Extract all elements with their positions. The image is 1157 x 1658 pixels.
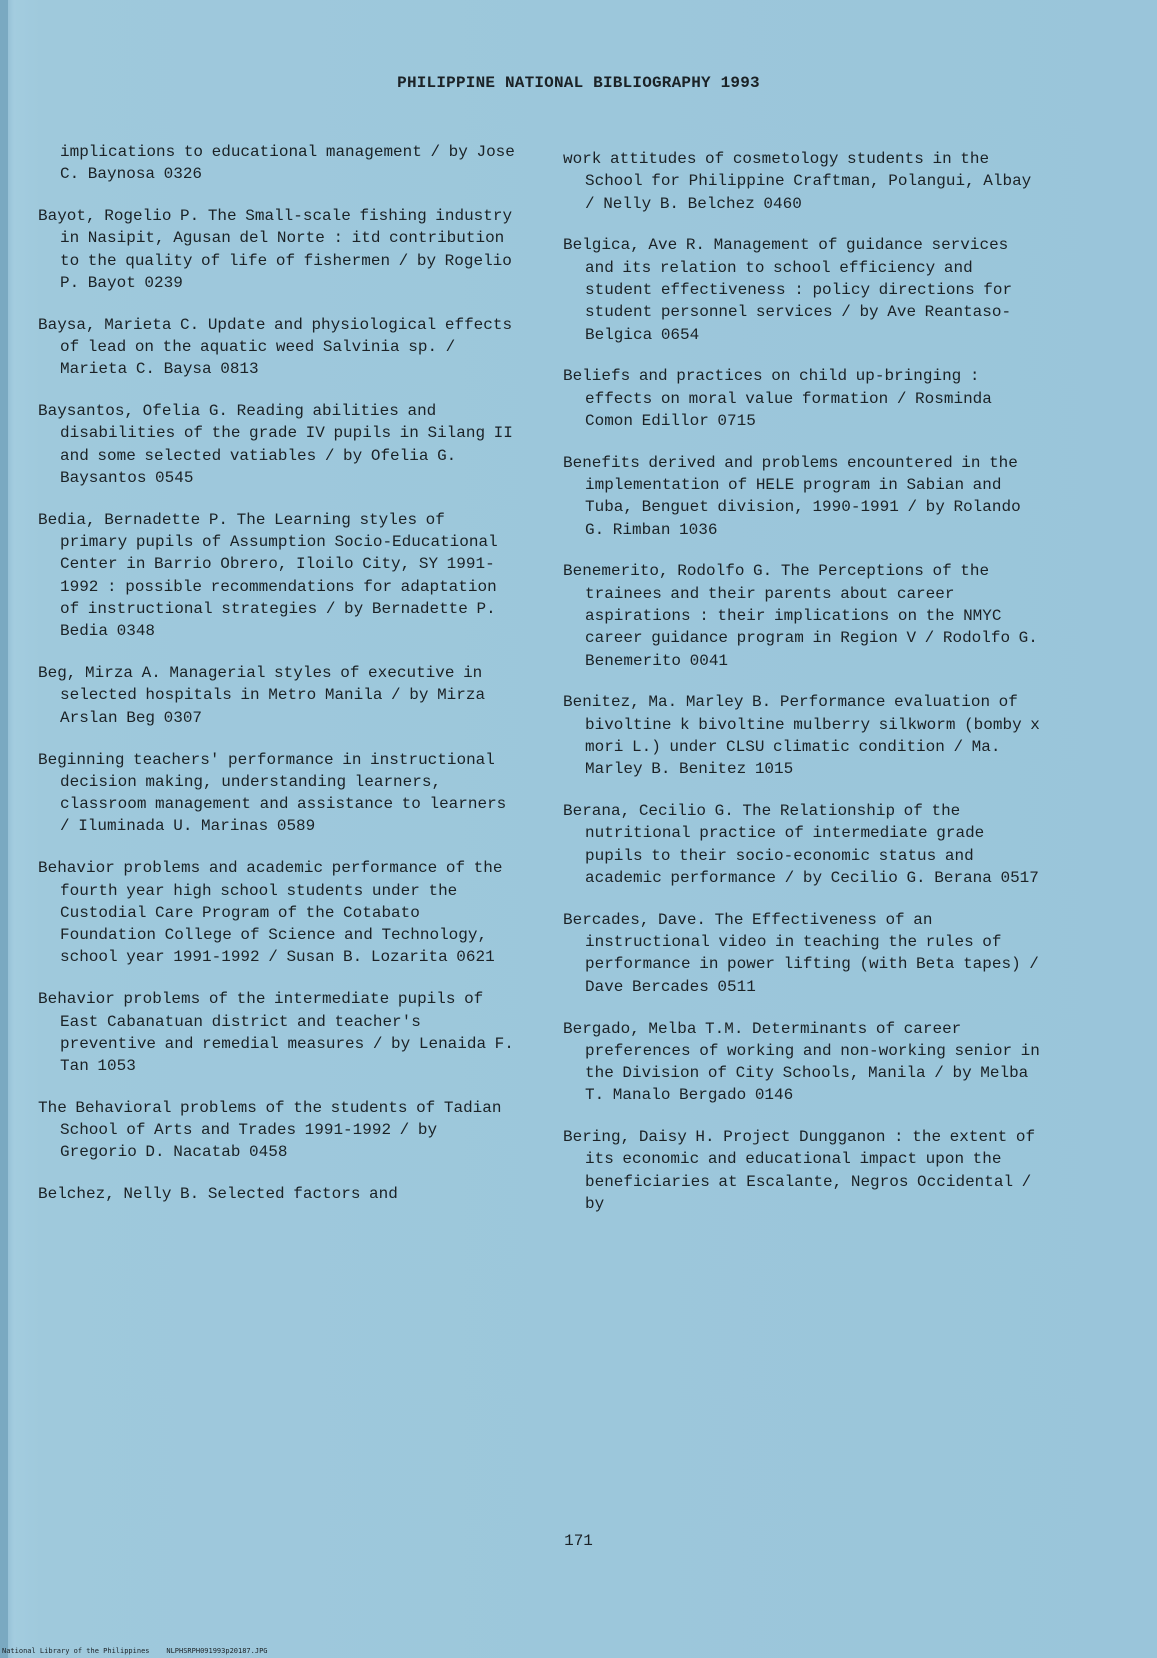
bibliography-entry: Benemerito, Rodolfo G. The Perceptions of the trainees and their parents about career aspirations : their implications on the NMYC career guidance program in Region V / Rodolfo G. Benemerito 0041: [563, 562, 1038, 670]
bibliography-entry: Belgica, Ave R. Management of guidance services and its relation to school efficiency and student effectiveness : policy directions for student personnel services / by Ave Reantaso-Belgica 0654: [563, 236, 1013, 344]
left-column: [38, 141, 518, 1225]
right-column: [563, 148, 1043, 1235]
bibliography-entry: Behavior problems and academic performance of the fourth year high school students under the Custodial Care Program of the Cotabato Foundation College of Science and Technology, school year 1991-1992 / Susan B. Lozarita 0621: [38, 859, 503, 967]
page-edge-shadow: [0, 0, 8, 1658]
bibliography-entry: Bedia, Bernadette P. The Learning styles of primary pupils of Assumption Socio-Educational Center in Barrio Obrero, Iloilo City, SY 1991-1992 : possible recommendations for adaptation of instructional strategies / by Bernadette P. Bedia 0348: [38, 510, 498, 641]
page-header: PHILIPPINE NATIONAL BIBLIOGRAPHY 1993: [397, 74, 760, 92]
bibliography-entry: Baysa, Marieta C. Update and physiological effects of lead on the aquatic weed Salvinia sp. / Marieta C. Baysa 0813: [38, 315, 513, 379]
scan-footer-caption: National Library of the Philippines NLPHSRPH091993p20187.JPG: [2, 1647, 268, 1655]
bibliography-entry: Beliefs and practices on child up-bringing : effects on moral value formation / Rosminda Comon Edillor 0715: [563, 367, 992, 430]
bibliography-entry: Belchez, Nelly B. Selected factors and: [38, 1185, 398, 1204]
bibliography-entry: Bayot, Rogelio P. The Small-scale fishing industry in Nasipit, Agusan del Norte : itd contribution to the quality of life of fishermen / by Rogelio P. Bayot 0239: [38, 207, 513, 292]
bibliography-entry: Beginning teachers' performance in instructional decision making, understanding learners, classroom management and assistance to learners / Iluminada U. Marinas 0589: [38, 750, 507, 836]
bibliography-entry: Bercades, Dave. The Effectiveness of an instructional video in teaching the rules of performance in power lifting (with Beta tapes) / Dave Bercades 0511: [563, 910, 1039, 996]
bibliography-entry: Beg, Mirza A. Managerial styles of executive in selected hospitals in Metro Manila / by Mirza Arslan Beg 0307: [38, 664, 486, 727]
bibliography-entry: Baysantos, Ofelia G. Reading abilities and disabilities of the grade IV pupils in Silang II and some selected vatiables / by Ofelia G. Baysantos 0545: [38, 402, 513, 488]
bibliography-entry: Benefits derived and problems encountered in the implementation of HELE program in Sabian and Tuba, Benguet division, 1990-1991 / by Rolando G. Rimban 1036: [563, 453, 1021, 539]
bibliography-entry: implications to educational management / by Jose C. Baynosa 0326: [60, 143, 515, 184]
page-number: 171: [564, 1532, 593, 1550]
bibliography-entry: Bergado, Melba T.M. Determinants of career preferences of working and non-working senior in the Division of City Schools, Manila / by Melba T. Manalo Bergado 0146: [563, 1019, 1040, 1105]
bibliography-entry: Benitez, Ma. Marley B. Performance evaluation of bivoltine k bivoltine mulberry silkworm (bomby x mori L.) under CLSU climatic condition / Ma. Marley B. Benitez 1015: [563, 693, 1040, 779]
bibliography-entry: The Behavioral problems of the students of Tadian School of Arts and Trades 1991-1992 / by Gregorio D. Nacatab 0458: [38, 1098, 502, 1162]
bibliography-entry: Berana, Cecilio G. The Relationship of the nutritional practice of intermediate grade pupils to their socio-economic status and academic performance / by Cecilio G. Berana 0517: [563, 802, 1039, 888]
bibliography-entry: Bering, Daisy H. Project Dungganon : the extent of its economic and educational impact upon the beneficiaries at Escalante, Negros Occidental / by: [563, 1128, 1036, 1214]
bibliography-entry: work attitudes of cosmetology students in the School for Philippine Craftman, Polangui, Albay / Nelly B. Belchez 0460: [563, 150, 1032, 213]
bibliography-entry: Behavior problems of the intermediate pupils of East Cabanatuan district and teacher's preventive and remedial measures / by Lenaida F. Tan 1053: [38, 990, 514, 1076]
